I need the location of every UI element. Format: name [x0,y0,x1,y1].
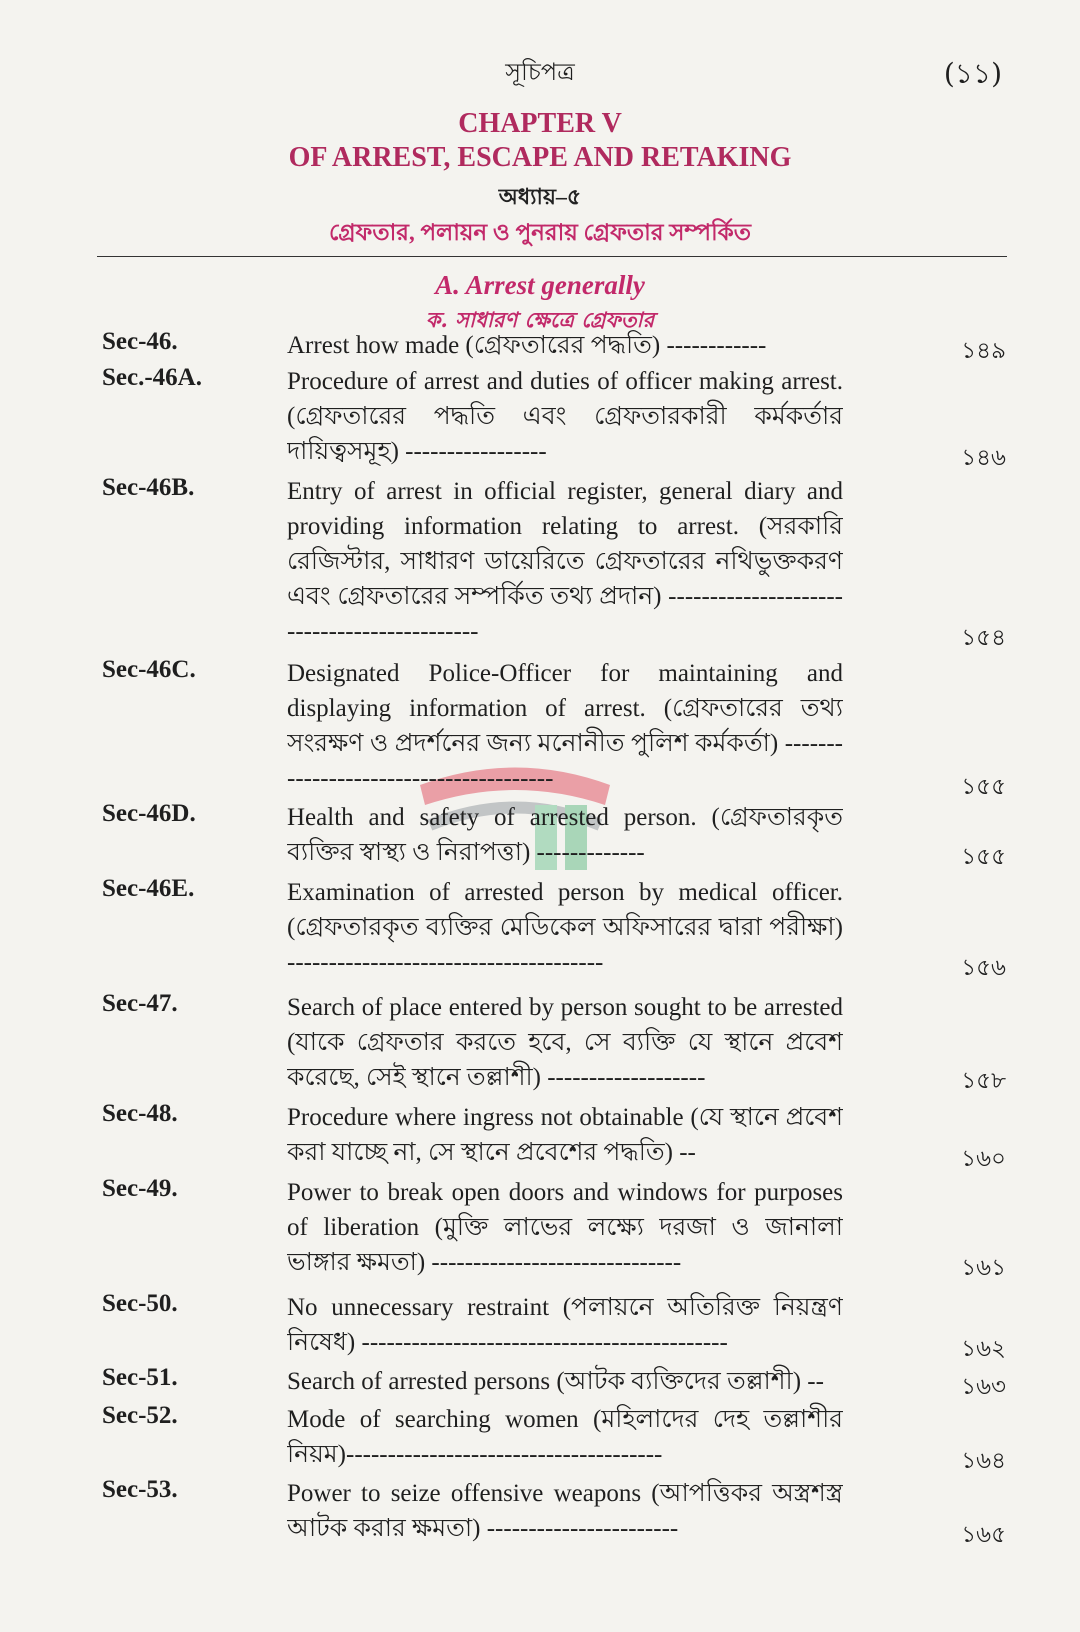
page-number: (১১) [943,57,1002,90]
section-number: Sec-50. [102,1290,178,1317]
page-ref: ১৫৫ [961,844,1006,870]
section-number: Sec-49. [102,1175,178,1202]
section-number: Sec-46D. [102,800,196,827]
running-header-title: সূচিপত্র [505,58,575,86]
section-number: Sec-46. [102,328,178,355]
section-heading-bn: ক. সাধারণ ক্ষেত্রে গ্রেফতার [425,307,655,332]
page-ref: ১৪৬ [961,445,1006,471]
page-ref: ১৫৫ [961,774,1006,800]
section-number: Sec.-46A. [102,364,202,391]
section-description: Power to seize offensive weapons (আপত্তিকর অস্ত্রশস্ত্র আটক করার ক্ষমতা) ----------------------- [287,1480,843,1542]
page-ref: ১৫৮ [961,1068,1006,1094]
section-description: Power to break open doors and windows for purposes of liberation (মুক্তি লাভের লক্ষ্যে দরজা ও জানালা ভাঙ্গার ক্ষমতা) ------------------------------ [287,1179,843,1276]
section-number: Sec-53. [102,1476,178,1503]
section-description: Search of arrested persons (আটক ব্যক্তিদের তল্লাশী) -- [287,1368,824,1395]
section-description: Designated Police-Officer for maintaining and displaying information of arrest. (গ্রেফতারের তথ্য সংরক্ষণ ও প্রদর্শনের জন্য মনোনীত পুলিশ কর্মকর্তা) --------------------------------------- [287,660,843,792]
page-ref: ১৬৫ [961,1522,1006,1548]
section-number: Sec-52. [102,1402,178,1429]
section-number: Sec-46E. [102,875,195,902]
page-ref: ১৫৬ [961,955,1006,981]
section-description: Arrest how made (গ্রেফতারের পদ্ধতি) ------------ [287,332,767,359]
section-description: No unnecessary restraint (পলায়নে অতিরিক্ত নিয়ন্ত্রণ নিষেধ) -------------------------------------------- [287,1294,843,1356]
section-description: Search of place entered by person sought to be arrested (যাকে গ্রেফতার করতে হবে, সে ব্যক্তি যে স্থানে প্রবেশ করেছে, সেই স্থানে তল্লাশী) ------------------- [287,994,843,1091]
page-ref: ১৫৪ [961,625,1006,651]
section-description: Mode of searching women (মহিলাদের দেহ তল্লাশীর নিয়ম)-------------------------------------- [287,1406,843,1468]
page-ref: ১৬২ [961,1336,1006,1362]
section-description: Entry of arrest in official register, general diary and providing information relating to arrest. (সরকারি রেজিস্টার, সাধারণ ডায়েরিতে গ্রেফতারের নথিভুক্তকরণ এবং গ্রেফতারের সম্পর্কিত তথ্য প্রদান) -------------------------------------------- [287,478,843,645]
chapter-title-bn: গ্রেফতার, পলায়ন ও পুনরায় গ্রেফতার সম্পর্কিত [329,220,751,245]
section-number: Sec-46C. [102,656,196,683]
section-description: Procedure of arrest and duties of officer making arrest. (গ্রেফতারের পদ্ধতি এবং গ্রেফতারকারী কর্মকর্তার দায়িত্বসমূহ) ----------------- [287,368,843,465]
page-ref: ১৬০ [961,1146,1006,1172]
chapter-number: CHAPTER V [458,108,622,139]
page-ref: ১৬১ [961,1255,1006,1281]
page-ref: ১৬৪ [961,1448,1006,1474]
page-ref: ১৪৯ [961,338,1006,364]
chapter-title: OF ARREST, ESCAPE AND RETAKING [288,142,792,173]
section-number: Sec-47. [102,990,178,1017]
page-ref: ১৬৩ [961,1374,1006,1400]
section-number: Sec-46B. [102,474,195,501]
section-number: Sec-51. [102,1364,178,1391]
section-description: Health and safety of arrested person. (গ্রেফতারকৃত ব্যক্তির স্বাস্থ্য ও নিরাপত্তা) ------------- [287,804,843,866]
section-number: Sec-48. [102,1100,178,1127]
section-description: Procedure where ingress not obtainable (যে স্থানে প্রবেশ করা যাচ্ছে না, সে স্থানে প্রবেশের পদ্ধতি) -- [287,1104,843,1166]
section-description: Examination of arrested person by medical officer. (গ্রেফতারকৃত ব্যক্তির মেডিকেল অফিসারের দ্বারা পরীক্ষা) -------------------------------------- [287,879,843,976]
chapter-number-bn: অধ্যায়–৫ [498,184,582,209]
divider-rule [97,256,1007,257]
section-heading: A. Arrest generally [435,270,645,300]
